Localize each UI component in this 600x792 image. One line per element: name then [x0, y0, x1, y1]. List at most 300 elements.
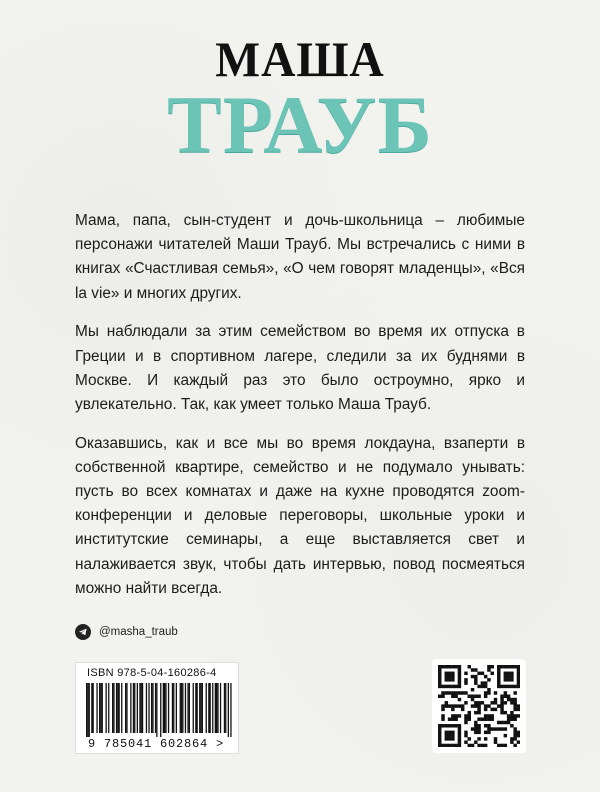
barcode-bar	[210, 683, 211, 733]
qr-module	[487, 665, 490, 668]
barcode-bar	[130, 683, 131, 733]
qr-code[interactable]	[432, 659, 526, 753]
qr-module	[458, 724, 461, 727]
qr-module	[477, 701, 480, 704]
qr-module	[504, 675, 507, 678]
qr-module	[445, 731, 448, 734]
qr-module	[494, 740, 497, 743]
book-annotation	[75, 209, 525, 616]
qr-module	[441, 665, 444, 668]
qr-module	[477, 731, 480, 734]
qr-module	[448, 731, 451, 734]
qr-module	[500, 698, 503, 701]
qr-module	[513, 691, 516, 694]
barcode-bar	[182, 683, 183, 733]
qr-module	[458, 727, 461, 730]
qr-module	[477, 727, 480, 730]
barcode-bar	[212, 683, 213, 733]
qr-module	[513, 701, 516, 704]
barcode-bar	[102, 683, 103, 733]
barcode-bar	[155, 683, 156, 733]
qr-module	[484, 708, 487, 711]
qr-module	[494, 701, 497, 704]
qr-module	[517, 740, 520, 743]
barcode-bar	[117, 683, 118, 733]
qr-module	[438, 724, 441, 727]
qr-module	[484, 675, 487, 678]
qr-module	[438, 727, 441, 730]
qr-module	[477, 685, 480, 688]
qr-module	[464, 734, 467, 737]
qr-module	[451, 685, 454, 688]
qr-module	[504, 744, 507, 747]
qr-module	[464, 672, 467, 675]
qr-module	[458, 681, 461, 684]
qr-module	[451, 737, 454, 740]
qr-module	[504, 672, 507, 675]
qr-module	[497, 744, 500, 747]
qr-module	[487, 727, 490, 730]
qr-module	[464, 678, 467, 681]
barcode-bar	[100, 683, 101, 733]
qr-module	[500, 701, 503, 704]
qr-module	[494, 737, 497, 740]
qr-module	[513, 665, 516, 668]
qr-module	[477, 744, 480, 747]
qr-module	[504, 721, 507, 724]
qr-module	[497, 665, 500, 668]
qr-module	[458, 672, 461, 675]
qr-module	[458, 678, 461, 681]
isbn-number: ISBN 978-5-04-160286-4	[87, 667, 217, 679]
qr-module	[507, 695, 510, 698]
qr-module	[500, 685, 503, 688]
barcode-bar	[208, 683, 209, 733]
qr-module	[487, 717, 490, 720]
qr-module	[438, 665, 441, 668]
barcode-bar	[206, 683, 207, 733]
qr-module	[497, 727, 500, 730]
qr-module	[448, 685, 451, 688]
barcode-bar	[121, 683, 122, 733]
qr-module	[510, 701, 513, 704]
qr-module	[504, 665, 507, 668]
qr-module	[451, 665, 454, 668]
qr-module	[441, 704, 444, 707]
qr-module	[445, 704, 448, 707]
qr-module	[468, 714, 471, 717]
qr-module	[474, 727, 477, 730]
qr-module	[477, 737, 480, 740]
telegram-icon	[75, 624, 91, 640]
qr-module	[490, 717, 493, 720]
qr-module	[448, 717, 451, 720]
qr-module	[484, 695, 487, 698]
barcode-bar	[193, 683, 194, 733]
qr-module	[510, 672, 513, 675]
qr-module	[454, 695, 457, 698]
qr-module	[504, 685, 507, 688]
qr-module	[458, 714, 461, 717]
qr-module	[445, 701, 448, 704]
qr-module	[445, 691, 448, 694]
qr-module	[438, 695, 441, 698]
barcode-bar	[152, 683, 153, 733]
barcode-bar	[228, 683, 229, 737]
social-handle: @masha_traub	[99, 626, 178, 638]
qr-module	[477, 708, 480, 711]
qr-module	[471, 698, 474, 701]
qr-module	[468, 695, 471, 698]
qr-module	[507, 675, 510, 678]
qr-module	[504, 695, 507, 698]
qr-module	[448, 672, 451, 675]
barcode-bar	[225, 683, 226, 733]
qr-module	[487, 731, 490, 734]
qr-module	[458, 744, 461, 747]
qr-module	[507, 721, 510, 724]
qr-module	[513, 744, 516, 747]
qr-module	[484, 704, 487, 707]
qr-module	[510, 678, 513, 681]
barcode-bar	[185, 683, 186, 733]
qr-module	[454, 691, 457, 694]
barcode-bar	[99, 683, 100, 733]
qr-module	[451, 691, 454, 694]
qr-module	[468, 744, 471, 747]
barcode-bar	[108, 683, 109, 733]
qr-module	[490, 701, 493, 704]
qr-module	[461, 691, 464, 694]
barcode-bar	[195, 683, 196, 733]
qr-module	[451, 704, 454, 707]
qr-module	[474, 678, 477, 681]
qr-module	[510, 711, 513, 714]
qr-module	[471, 727, 474, 730]
barcode-bar	[96, 683, 97, 733]
author-first-name: МАША	[215, 31, 385, 87]
qr-module	[484, 691, 487, 694]
qr-module	[504, 678, 507, 681]
qr-module	[454, 717, 457, 720]
qr-module	[507, 698, 510, 701]
qr-module	[454, 685, 457, 688]
qr-module	[500, 727, 503, 730]
qr-module	[513, 704, 516, 707]
qr-module	[504, 727, 507, 730]
qr-module	[474, 668, 477, 671]
qr-module	[487, 704, 490, 707]
qr-module	[451, 714, 454, 717]
barcode-bar	[200, 683, 201, 733]
qr-module	[448, 678, 451, 681]
qr-module	[451, 717, 454, 720]
qr-module	[451, 695, 454, 698]
qr-module	[510, 717, 513, 720]
barcode-bar	[165, 683, 166, 733]
barcode-bar	[91, 683, 92, 733]
qr-module	[458, 691, 461, 694]
barcode-bar	[126, 683, 127, 733]
qr-module	[438, 668, 441, 671]
barcode-bar	[87, 683, 88, 737]
qr-module	[517, 734, 520, 737]
qr-module	[468, 665, 471, 668]
qr-module	[517, 704, 520, 707]
qr-module	[464, 717, 467, 720]
qr-module	[441, 685, 444, 688]
qr-module	[494, 708, 497, 711]
qr-module	[510, 675, 513, 678]
qr-module	[494, 691, 497, 694]
qr-module	[438, 675, 441, 678]
qr-module	[477, 704, 480, 707]
qr-module	[481, 717, 484, 720]
qr-module	[484, 714, 487, 717]
qr-module	[451, 708, 454, 711]
qr-module	[517, 672, 520, 675]
barcode-bar	[189, 683, 190, 733]
qr-module	[513, 714, 516, 717]
barcode-bar	[176, 683, 177, 733]
barcode-bar	[217, 683, 218, 733]
qr-module	[500, 665, 503, 668]
author-last-name: ТРАУБ	[167, 79, 433, 170]
qr-module	[490, 672, 493, 675]
qr-module	[438, 737, 441, 740]
qr-module	[497, 675, 500, 678]
qr-module	[445, 665, 448, 668]
barcode-bar	[93, 683, 94, 733]
qr-module	[490, 727, 493, 730]
qr-module	[487, 724, 490, 727]
qr-module	[464, 681, 467, 684]
qr-module	[507, 672, 510, 675]
qr-module	[451, 734, 454, 737]
qr-module	[474, 724, 477, 727]
qr-module	[484, 744, 487, 747]
qr-module	[438, 685, 441, 688]
barcode-bar	[230, 683, 231, 737]
barcode-bar	[133, 683, 134, 733]
qr-module	[487, 688, 490, 691]
qr-module	[454, 704, 457, 707]
qr-module	[468, 737, 471, 740]
qr-module	[513, 698, 516, 701]
qr-module	[517, 668, 520, 671]
qr-module	[464, 691, 467, 694]
qr-module	[441, 695, 444, 698]
annotation-paragraph: Оказавшись, как и все мы во время локдауна, взаперти в собственной квартире, семейство и не подумало унывать: пусть во всех комнатах и даже на кухне проводятся zoom-конференции и деловые переговоры, школьные уроки и институтские семинары, а еще выставляется свет и налаживается звук, чтобы дать интервью, повод посмеяться можно найти всегда.	[75, 434, 525, 597]
barcode-bar	[148, 683, 149, 733]
qr-module	[448, 665, 451, 668]
qr-module	[484, 717, 487, 720]
qr-module	[474, 740, 477, 743]
qr-module	[500, 695, 503, 698]
barcode-bar	[125, 683, 126, 733]
qr-module	[474, 701, 477, 704]
qr-module	[441, 717, 444, 720]
barcode-bar	[139, 683, 140, 733]
qr-module	[510, 740, 513, 743]
qr-module	[507, 665, 510, 668]
barcode-bar	[89, 683, 90, 737]
qr-module	[454, 665, 457, 668]
social-link[interactable]	[75, 624, 178, 640]
qr-module	[448, 675, 451, 678]
qr-module	[471, 704, 474, 707]
qr-module	[481, 672, 484, 675]
barcode-bar	[163, 683, 164, 733]
qr-module	[458, 740, 461, 743]
qr-module	[507, 717, 510, 720]
barcode-bar	[86, 683, 87, 737]
barcode-bar	[119, 683, 120, 733]
qr-module	[445, 685, 448, 688]
barcode-bar	[172, 683, 173, 733]
qr-module	[517, 675, 520, 678]
qr-module	[461, 704, 464, 707]
qr-module	[445, 678, 448, 681]
qr-module	[474, 711, 477, 714]
qr-module	[510, 665, 513, 668]
barcode-bar	[224, 683, 225, 733]
qr-module	[451, 675, 454, 678]
qr-module	[500, 704, 503, 707]
qr-module	[477, 695, 480, 698]
qr-module	[510, 698, 513, 701]
qr-module	[471, 668, 474, 671]
qr-module	[517, 685, 520, 688]
qr-module	[500, 744, 503, 747]
qr-module	[441, 724, 444, 727]
qr-module	[477, 711, 480, 714]
qr-module	[487, 678, 490, 681]
qr-module	[481, 701, 484, 704]
qr-module	[513, 717, 516, 720]
qr-code-image	[438, 665, 520, 747]
qr-module	[497, 678, 500, 681]
qr-module	[481, 744, 484, 747]
qr-module	[504, 711, 507, 714]
barcode	[84, 683, 232, 737]
qr-module	[454, 714, 457, 717]
qr-module	[497, 668, 500, 671]
qr-module	[438, 731, 441, 734]
barcode-bar	[181, 683, 182, 733]
isbn-barcode-block	[75, 662, 239, 754]
qr-module	[471, 695, 474, 698]
qr-module	[438, 681, 441, 684]
qr-module	[517, 714, 520, 717]
qr-module	[471, 688, 474, 691]
qr-module	[445, 675, 448, 678]
qr-module	[445, 724, 448, 727]
qr-module	[507, 685, 510, 688]
qr-module	[504, 691, 507, 694]
qr-module	[497, 721, 500, 724]
qr-module	[445, 672, 448, 675]
barcode-bar	[156, 683, 157, 737]
qr-module	[464, 740, 467, 743]
qr-module	[481, 681, 484, 684]
qr-module	[458, 734, 461, 737]
qr-module	[517, 665, 520, 668]
qr-module	[448, 734, 451, 737]
qr-module	[445, 734, 448, 737]
qr-module	[513, 727, 516, 730]
qr-module	[487, 668, 490, 671]
qr-module	[454, 724, 457, 727]
qr-module	[474, 731, 477, 734]
qr-module	[517, 731, 520, 734]
qr-module	[471, 744, 474, 747]
qr-module	[458, 665, 461, 668]
qr-module	[448, 744, 451, 747]
qr-module	[507, 714, 510, 717]
qr-module	[487, 714, 490, 717]
qr-module	[481, 685, 484, 688]
qr-module	[471, 675, 474, 678]
qr-module	[513, 734, 516, 737]
qr-module	[513, 708, 516, 711]
qr-module	[454, 744, 457, 747]
qr-module	[504, 701, 507, 704]
barcode-bar	[199, 683, 200, 733]
qr-module	[517, 708, 520, 711]
barcode-bar	[112, 683, 113, 733]
qr-module	[458, 704, 461, 707]
qr-module	[445, 744, 448, 747]
qr-module	[477, 724, 480, 727]
qr-module	[490, 714, 493, 717]
qr-module	[458, 737, 461, 740]
qr-module	[464, 721, 467, 724]
barcode-bar	[215, 683, 216, 733]
barcode-bar	[113, 683, 114, 733]
qr-module	[461, 708, 464, 711]
qr-module	[468, 711, 471, 714]
qr-module	[458, 668, 461, 671]
barcode-bar	[106, 683, 107, 733]
qr-module	[504, 734, 507, 737]
qr-module	[451, 744, 454, 747]
qr-module	[487, 691, 490, 694]
qr-module	[474, 704, 477, 707]
qr-module	[517, 681, 520, 684]
qr-module	[451, 678, 454, 681]
qr-module	[438, 672, 441, 675]
annotation-paragraph: Мама, папа, сын-студент и дочь-школьница – любимые персонажи читателей Маши Трауб. Мы встречались с ними в книгах «Счастливая семья», «О чем говорят младенцы», «Вся la vie» и многих других.	[75, 212, 525, 302]
qr-module	[464, 701, 467, 704]
barcode-bar	[164, 683, 165, 733]
qr-module	[490, 665, 493, 668]
qr-module	[484, 681, 487, 684]
qr-module	[500, 708, 503, 711]
qr-module	[438, 734, 441, 737]
qr-module	[490, 708, 493, 711]
qr-module	[513, 731, 516, 734]
barcode-bar	[216, 683, 217, 733]
barcode-bar	[197, 683, 198, 733]
qr-module	[474, 721, 477, 724]
qr-module	[441, 744, 444, 747]
qr-module	[477, 717, 480, 720]
qr-module	[474, 675, 477, 678]
qr-module	[468, 717, 471, 720]
qr-module	[451, 724, 454, 727]
qr-module	[477, 672, 480, 675]
